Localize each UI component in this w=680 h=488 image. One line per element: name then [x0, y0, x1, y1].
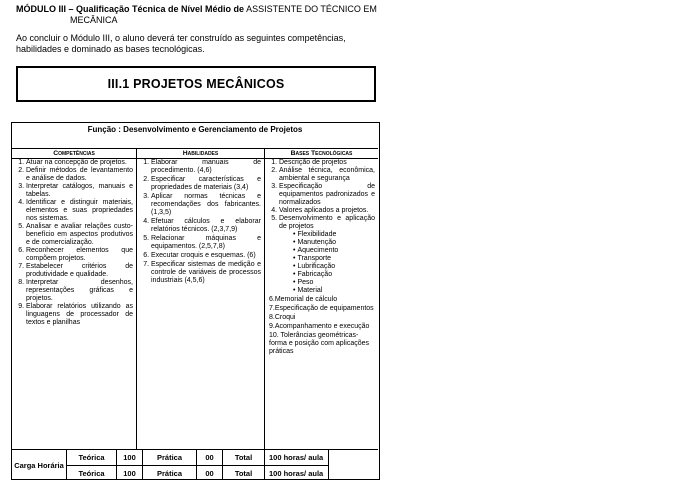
- base-sub-item: • Fabricação: [293, 271, 378, 279]
- bases-header: Bases Tecnológicas: [265, 149, 378, 159]
- carga-horaria-label: Carga Horária: [14, 460, 64, 470]
- carga-total: Total: [222, 450, 264, 465]
- habilidades-column: [137, 149, 265, 449]
- competencia-item: 2. Definir métodos de levantamento e análise de dados.: [26, 167, 133, 183]
- base-extra-item: 9.Acompanhamento e execução: [269, 323, 370, 330]
- habilidades-header: Habilidades: [137, 149, 264, 159]
- bases-extra-list: [265, 296, 378, 356]
- habilidade-item: 1. Elaborar manuais de procedimento. (4,6): [151, 159, 261, 175]
- competencia-item: 9. Elaborar relatórios utilizando as linguagens de processador de textos e planilhas: [26, 303, 133, 327]
- intro-line2: habilidades e dominado as bases tecnológicas.: [16, 44, 205, 54]
- competencia-item: 5. Analisar e avaliar relações custo-benefício em aspectos produtivos e de comercialização.: [26, 223, 133, 247]
- module-header-line2: MECÂNICA: [70, 15, 118, 25]
- habilidade-item: 6. Executar croquis e esquemas. (6): [151, 252, 261, 260]
- competencias-header: Competências: [12, 149, 136, 159]
- competencia-item: 7. Estabelecer critérios de produtividade e qualidade.: [26, 263, 133, 279]
- habilidade-item: 2. Especificar características e propriedades de materiais (3,4): [151, 176, 261, 192]
- base-extra-item: 8.Croqui: [269, 314, 296, 321]
- bases-list: [265, 159, 378, 231]
- base-sub-item: • Manutenção: [293, 239, 378, 247]
- base-sub-item: • Material: [293, 287, 378, 295]
- base-extra-item: 6.Memorial de cálculo: [269, 296, 338, 303]
- carga-total-val: 100 horas/ aula: [264, 450, 328, 465]
- carga-horaria-section: [12, 449, 378, 480]
- carga-pratica: Prática: [142, 450, 196, 465]
- competencia-item: 1. Atuar na concepção de projetos.: [26, 159, 133, 167]
- base-item: 4. Valores aplicados a projetos.: [279, 207, 375, 215]
- carga-end-border: [328, 450, 329, 480]
- competencia-item: 6. Reconhecer elementos que compõem projetos.: [26, 247, 133, 263]
- carga-teorica: Teórica: [66, 465, 116, 480]
- carga-t-val: 100: [116, 450, 142, 465]
- carga-p-val: 00: [196, 450, 222, 465]
- competencias-column: [12, 149, 137, 449]
- carga-total: Total: [222, 465, 264, 480]
- funcao-row: Função : Desenvolvimento e Gerenciamento de Projetos: [12, 123, 378, 149]
- module-header-bold: MÓDULO III – Qualificação Técnica de Nível Médio de: [16, 4, 245, 14]
- carga-t-val: 100: [116, 465, 142, 480]
- section-title: III.1 PROJETOS MECÂNICOS: [16, 66, 376, 102]
- curriculum-table: [11, 122, 380, 480]
- habilidade-item: 4. Efetuar cálculos e elaborar relatórios técnicos. (2,3,7,9): [151, 218, 261, 234]
- base-sub-item: • Flexibilidade: [293, 231, 378, 239]
- carga-p-val: 00: [196, 465, 222, 480]
- carga-total-val: 100 horas/ aula: [264, 465, 328, 480]
- intro-line1: Ao concluir o Módulo III, o aluno deverá ter construído as seguintes competências,: [16, 33, 346, 43]
- base-extra-item: 7.Especificação de equipamentos: [269, 305, 374, 312]
- base-extra-item: 10. Tolerâncias geométricas-forma e posição com aplicações práticas: [269, 332, 369, 355]
- base-item: 1. Descrição de projetos: [279, 159, 375, 167]
- bases-sub-list: [265, 231, 378, 295]
- module-header: [16, 4, 396, 26]
- base-item: 3. Especificação de equipamentos padronizados e normalizados: [279, 183, 375, 207]
- carga-teorica: Teórica: [66, 450, 116, 465]
- habilidade-item: 7. Especificar sistemas de medição e controle de variáveis de processos industriais (4,5,6): [151, 261, 261, 285]
- competencias-list: [12, 159, 136, 327]
- base-item: 2. Análise técnica, econômica, ambiental e segurança: [279, 167, 375, 183]
- habilidades-list: [137, 159, 264, 285]
- habilidade-item: 5. Relacionar máquinas e equipamentos. (2,5,7,8): [151, 235, 261, 251]
- competencia-item: 3. Interpretar catálogos, manuais e tabelas.: [26, 183, 133, 199]
- base-sub-item: • Transporte: [293, 255, 378, 263]
- module-header-rest: ASSISTENTE DO TÉCNICO EM: [244, 4, 377, 14]
- base-item: 5. Desenvolvimento e aplicação de projetos: [279, 215, 375, 231]
- base-sub-item: • Aquecimento: [293, 247, 378, 255]
- carga-pratica: Prática: [142, 465, 196, 480]
- base-sub-item: • Lubrificação: [293, 263, 378, 271]
- intro-text: [16, 33, 376, 55]
- habilidade-item: 3. Aplicar normas técnicas e recomendações dos fabricantes. (1,3,5): [151, 193, 261, 217]
- base-sub-item: • Peso: [293, 279, 378, 287]
- competencia-item: 4. Identificar e distinguir materiais, elementos e suas propriedades nos sistemas.: [26, 199, 133, 223]
- bases-column: [265, 149, 378, 449]
- competencia-item: 8. Interpretar desenhos, representações gráficas e projetos.: [26, 279, 133, 303]
